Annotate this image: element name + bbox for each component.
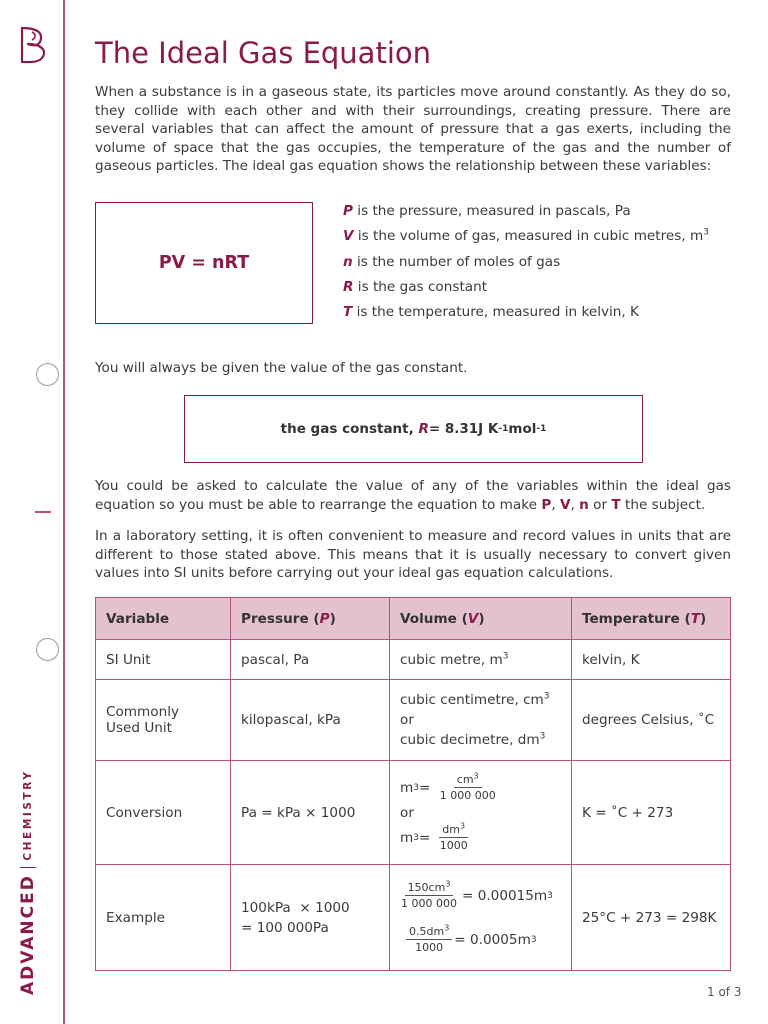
fraction (406, 925, 452, 954)
cell-text: = 0.00015m (461, 887, 548, 904)
header-text: ) (478, 610, 485, 627)
conversion-line: m 3 = $\frac{cm^3}{1 000 000}$ (400, 771, 561, 805)
gas-constant-box: the gas constant, R = 8.31J K -1 mol -1 (184, 395, 643, 463)
brand-vertical (18, 769, 38, 995)
units-table (95, 597, 731, 971)
frac-sup: 3 (444, 923, 450, 933)
fraction-den: 1 000 000 (439, 789, 496, 802)
rearrange-var: n (579, 496, 589, 513)
table-row (96, 640, 731, 680)
definition-symbol: n (343, 253, 353, 270)
fraction (437, 773, 499, 802)
header-text: ) (329, 610, 336, 627)
definition-text: is the gas constant (353, 278, 488, 295)
table-row (96, 680, 731, 761)
cell-volume (390, 865, 572, 971)
header-symbol: V (467, 610, 479, 627)
page-number: 1 of 3 (707, 985, 742, 999)
fraction-num (406, 925, 452, 940)
cell-line (400, 690, 561, 710)
definition-symbol: R (343, 278, 354, 295)
definition-symbol: V (343, 228, 354, 245)
brand-word-advanced: ADVANCED (18, 874, 38, 995)
fold-mark (35, 511, 51, 513)
example-line: $\frac{150cm^3}{1 000 000}$ = 0.00015m 3 (396, 874, 561, 918)
cell-line: or (400, 804, 414, 821)
frac-sup: 3 (460, 821, 466, 831)
definition-text: is the temperature, measured in kelvin, K (352, 304, 639, 321)
header-text: Temperature ( (582, 610, 691, 627)
rearrange-end: the subject. (620, 496, 706, 513)
table-row (96, 761, 731, 865)
cell-sup: 3 (502, 650, 509, 661)
cell-sup: 3 (539, 731, 546, 742)
header-variable: Variable (96, 598, 231, 640)
definition-item (343, 304, 709, 329)
definition-item (343, 228, 709, 253)
lab-paragraph: In a laboratory setting, it is often convenient to measure and record values in units that are different to those stated above. This means that it is usually necessary to convert given values into SI units before carrying out your ideal gas equation calculations. (95, 528, 731, 581)
binder-hole (36, 363, 59, 386)
cell-line: = 100 000Pa (241, 919, 329, 936)
table-header-row (96, 598, 731, 640)
header-symbol: T (690, 610, 701, 627)
cell-text: cubic centimetre, cm (400, 692, 544, 708)
fraction (398, 881, 460, 910)
header-pressure (231, 598, 390, 640)
frac-text: 150cm (407, 881, 446, 894)
frac-text: dm (442, 823, 460, 836)
rearrange-sep: or (588, 496, 612, 513)
cell-text: cubic decimetre, dm (400, 732, 540, 748)
cell-text: m (400, 779, 414, 796)
conversion-line: m 3 = $\frac{dm^3}{1000}$ (400, 821, 561, 855)
variable-definitions (343, 203, 709, 329)
cell-text: = 0.0005m (454, 931, 531, 948)
header-text: Volume ( (400, 610, 468, 627)
cell-sup: 3 (543, 691, 550, 702)
fraction-num (454, 773, 482, 788)
fraction-num (405, 881, 454, 896)
definition-text: is the volume of gas, measured in cubic metres, m (353, 228, 704, 245)
cell-text: = (418, 829, 431, 846)
row-label: SI Unit (96, 640, 231, 680)
frac-text: cm (456, 773, 474, 786)
cell-pressure (231, 865, 390, 971)
page-title: The Ideal Gas Equation (95, 36, 432, 70)
gas-constant-symbol: R (418, 421, 429, 437)
definition-item (343, 279, 709, 304)
given-note: You will always be given the value of the gas constant. (95, 360, 468, 376)
rearrange-var: V (559, 496, 571, 513)
definition-sup: 3 (703, 227, 709, 238)
cell-temperature: kelvin, K (572, 640, 731, 680)
brand-separator (20, 867, 36, 869)
cell-temperature: K = ˚C + 273 (572, 761, 731, 865)
brand-word-chemistry: CHEMISTRY (22, 769, 34, 861)
brand-logo-icon (14, 24, 52, 66)
definition-text: is the pressure, measured in pascals, Pa (352, 203, 631, 219)
equation-box (95, 202, 313, 324)
gas-constant-prefix: the gas constant, (280, 421, 414, 437)
header-temperature (572, 598, 731, 640)
header-symbol: P (319, 610, 330, 627)
cell-temperature: degrees Celsius, ˚C (572, 680, 731, 761)
cell-temperature: 25°C + 273 = 298K (572, 865, 731, 971)
cell-pressure: Pa = kPa × 1000 (231, 761, 390, 865)
row-label: Example (96, 865, 231, 971)
definition-item (343, 203, 709, 228)
cell-volume (390, 761, 572, 865)
cell-line: 100kPa × 1000 (241, 899, 350, 916)
cell-line: or (400, 712, 414, 728)
cell-pressure: pascal, Pa (231, 640, 390, 680)
margin-line (63, 0, 65, 1024)
definition-text: is the number of moles of gas (352, 253, 561, 270)
cell-pressure: kilopascal, kPa (231, 680, 390, 761)
gas-constant-value: = 8.31J K (428, 421, 499, 437)
intro-paragraph: When a substance is in a gaseous state, its particles move around constantly. As they do so, they collide with each other and with their surroundings, creating pressure. There are several variables that can affect the amount of pressure that a gas exerts, including the volume of space that the gas occupies, the temperature of the gas and the number of gaseous particles. The ideal gas equation shows the relationship between these variables: (95, 84, 731, 174)
row-label-line: Commonly (106, 704, 180, 720)
header-text: ) (700, 610, 707, 627)
rearrange-var: P (541, 496, 552, 513)
frac-text: 0.5dm (409, 925, 445, 938)
rearrange-sep: , (551, 496, 560, 513)
definition-symbol: T (343, 304, 353, 321)
definition-symbol: P (343, 203, 353, 219)
row-label (96, 680, 231, 761)
fraction (437, 823, 471, 852)
frac-sup: 3 (445, 879, 451, 889)
ideal-gas-equation: PV = nRT (158, 253, 250, 273)
cell-text: = (418, 779, 431, 796)
fraction-den: 1000 (439, 839, 468, 852)
cell-volume (390, 640, 572, 680)
fraction-den: 1 000 000 (401, 897, 457, 910)
table-row (96, 865, 731, 971)
cell-volume (390, 680, 572, 761)
rearrange-var: T (611, 496, 621, 513)
rearrange-paragraph (95, 477, 731, 514)
frac-sup: 3 (473, 771, 479, 781)
rearrange-text: You could be asked to calculate the value of any of the variables within the ideal gas equation so you must be able to rearrange the equation to make (95, 478, 731, 513)
row-label-line: Used Unit (106, 720, 173, 736)
rearrange-sep: , (570, 496, 580, 513)
cell-text: cubic metre, m (400, 651, 503, 668)
fraction-den: 1000 (415, 941, 444, 954)
header-text: Pressure ( (241, 610, 320, 627)
definition-item (343, 254, 709, 279)
cell-line (400, 730, 561, 750)
gas-constant-mol: mol (508, 421, 537, 437)
binder-hole (36, 638, 59, 661)
fraction-num (439, 823, 468, 838)
row-label: Conversion (96, 761, 231, 865)
header-volume (390, 598, 572, 640)
example-line: $\frac{0.5dm^3}{1000}$ = 0.0005m 3 (396, 918, 561, 962)
cell-text: m (400, 829, 414, 846)
